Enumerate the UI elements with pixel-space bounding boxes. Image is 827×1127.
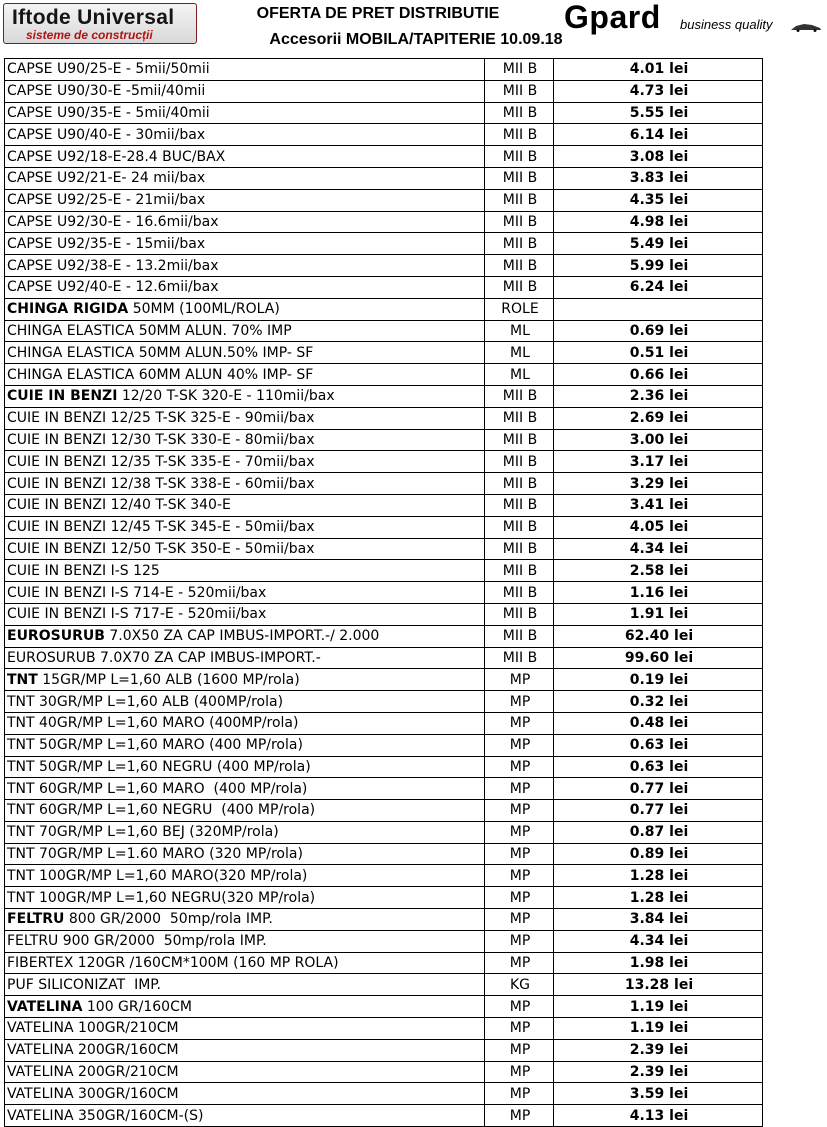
price-cell: 0.69 lei (554, 320, 763, 342)
product-name-cell (5, 582, 485, 604)
table-row (5, 930, 763, 952)
price-cell: 1.19 lei (554, 996, 763, 1018)
product-name: 15GR/MP L=1,60 ALB (1600 MP/rola) (37, 671, 300, 688)
price-cell: 13.28 lei (554, 974, 763, 996)
table-row (5, 778, 763, 800)
unit-cell: MII B (485, 211, 554, 233)
table-row (5, 887, 763, 909)
table-row (5, 385, 763, 407)
table-row (5, 342, 763, 364)
product-name: CAPSE U92/35-E - 15mii/bax (7, 235, 206, 252)
price-cell: 62.40 lei (554, 625, 763, 647)
table-row (5, 80, 763, 102)
unit-cell: MII B (485, 603, 554, 625)
product-name-cell (5, 102, 485, 124)
price-cell: 0.51 lei (554, 342, 763, 364)
product-name: CAPSE U90/30-E -5mii/40mii (7, 83, 206, 100)
unit-cell: MP (485, 800, 554, 822)
price-cell: 0.32 lei (554, 691, 763, 713)
price-cell: 99.60 lei (554, 647, 763, 669)
table-row (5, 1083, 763, 1105)
unit-cell: MP (485, 669, 554, 691)
table-row (5, 59, 763, 81)
unit-cell: MP (485, 996, 554, 1018)
product-name-cell (5, 821, 485, 843)
product-name: VATELINA 300GR/160CM (7, 1085, 179, 1102)
price-cell: 2.39 lei (554, 1061, 763, 1083)
product-name: CAPSE U90/35-E - 5mii/40mii (7, 104, 210, 121)
unit-cell: MP (485, 1105, 554, 1127)
product-name-cell (5, 734, 485, 756)
product-name: CAPSE U92/30-E - 16.6mii/bax (7, 213, 219, 230)
table-row (5, 146, 763, 168)
unit-cell: MP (485, 821, 554, 843)
unit-cell: MII B (485, 494, 554, 516)
table-row (5, 429, 763, 451)
product-name-cell (5, 494, 485, 516)
table-row (5, 233, 763, 255)
product-name: TNT 50GR/MP L=1,60 MARO (400 MP/rola) (7, 737, 303, 754)
product-category-bold: FELTRU (7, 911, 65, 928)
unit-cell: MII B (485, 538, 554, 560)
product-name: CUIE IN BENZI I-S 125 (7, 562, 160, 579)
table-row (5, 843, 763, 865)
unit-cell: MP (485, 952, 554, 974)
table-row (5, 1105, 763, 1127)
product-name: PUF SILICONIZAT IMP. (7, 976, 161, 993)
table-row (5, 734, 763, 756)
product-name-cell (5, 712, 485, 734)
unit-cell: MII B (485, 146, 554, 168)
price-cell: 1.16 lei (554, 582, 763, 604)
product-name: VATELINA 100GR/210CM (7, 1020, 179, 1037)
price-cell: 1.19 lei (554, 1018, 763, 1040)
table-row (5, 952, 763, 974)
unit-cell: ROLE (485, 298, 554, 320)
table-row (5, 756, 763, 778)
product-name-cell (5, 974, 485, 996)
unit-cell: MII B (485, 647, 554, 669)
unit-cell: MII B (485, 80, 554, 102)
product-name-cell (5, 691, 485, 713)
price-cell: 4.98 lei (554, 211, 763, 233)
unit-cell: MII B (485, 473, 554, 495)
unit-cell: ML (485, 342, 554, 364)
product-name: CUIE IN BENZI 12/38 T-SK 338-E - 60mii/bax (7, 475, 315, 492)
price-cell: 6.24 lei (554, 276, 763, 298)
gpard-logo-brand: Gpard (564, 0, 661, 35)
table-row (5, 494, 763, 516)
price-cell: 0.63 lei (554, 734, 763, 756)
unit-cell: MII B (485, 167, 554, 189)
unit-cell: ML (485, 320, 554, 342)
unit-cell: MP (485, 734, 554, 756)
unit-cell: MP (485, 865, 554, 887)
product-name: TNT 40GR/MP L=1,60 MARO (400MP/rola) (7, 715, 299, 732)
product-name: VATELINA 350GR/160CM-(S) (7, 1107, 204, 1124)
table-row (5, 560, 763, 582)
product-name-cell (5, 887, 485, 909)
price-cell (554, 298, 763, 320)
product-category-bold: TNT (7, 671, 38, 688)
table-row (5, 625, 763, 647)
product-name-cell (5, 996, 485, 1018)
product-name-cell (5, 756, 485, 778)
table-row (5, 211, 763, 233)
product-name-cell (5, 146, 485, 168)
unit-cell: MP (485, 843, 554, 865)
unit-cell: MII B (485, 102, 554, 124)
product-name: EUROSURUB 7.0X70 ZA CAP IMBUS-IMPORT.- (7, 649, 321, 666)
unit-cell: MP (485, 1018, 554, 1040)
unit-cell: MP (485, 778, 554, 800)
price-cell: 4.34 lei (554, 930, 763, 952)
product-name: FIBERTEX 120GR /160CM*100M (160 MP ROLA) (7, 955, 339, 972)
product-name-cell (5, 298, 485, 320)
price-cell: 3.59 lei (554, 1083, 763, 1105)
product-category-bold: CHINGA RIGIDA (7, 301, 129, 318)
product-name: CUIE IN BENZI 12/40 T-SK 340-E (7, 497, 231, 514)
price-cell: 1.28 lei (554, 865, 763, 887)
table-row (5, 1018, 763, 1040)
price-cell: 5.55 lei (554, 102, 763, 124)
unit-cell: MII B (485, 625, 554, 647)
unit-cell: MII B (485, 233, 554, 255)
unit-cell: MP (485, 1083, 554, 1105)
unit-cell: MP (485, 756, 554, 778)
product-name: 50MM (100ML/ROLA) (128, 301, 280, 318)
product-name-cell (5, 429, 485, 451)
table-row (5, 407, 763, 429)
product-name-cell (5, 930, 485, 952)
table-row (5, 320, 763, 342)
table-row (5, 909, 763, 931)
product-name-cell (5, 473, 485, 495)
product-name-cell (5, 625, 485, 647)
product-name-cell (5, 407, 485, 429)
table-row (5, 582, 763, 604)
price-table (4, 58, 763, 1127)
unit-cell: MP (485, 909, 554, 931)
unit-cell: MII B (485, 59, 554, 81)
price-cell: 4.01 lei (554, 59, 763, 81)
price-cell: 5.49 lei (554, 233, 763, 255)
price-cell: 1.91 lei (554, 603, 763, 625)
product-name: CHINGA ELASTICA 50MM ALUN.50% IMP- SF (7, 344, 314, 361)
unit-cell: MP (485, 1039, 554, 1061)
unit-cell: MII B (485, 429, 554, 451)
table-row (5, 974, 763, 996)
product-name: CUIE IN BENZI 12/35 T-SK 335-E - 70mii/bax (7, 453, 315, 470)
product-name: VATELINA 200GR/210CM (7, 1064, 179, 1081)
product-name: 7.0X50 ZA CAP IMBUS-IMPORT.-/ 2.000 (104, 628, 380, 645)
product-name: CUIE IN BENZI 12/50 T-SK 350-E - 50mii/bax (7, 540, 315, 557)
price-cell: 4.05 lei (554, 516, 763, 538)
price-cell: 3.08 lei (554, 146, 763, 168)
table-row (5, 124, 763, 146)
product-name-cell (5, 909, 485, 931)
product-name-cell (5, 669, 485, 691)
product-name: TNT 60GR/MP L=1,60 MARO (400 MP/rola) (7, 780, 308, 797)
product-name-cell (5, 451, 485, 473)
unit-cell: MP (485, 712, 554, 734)
unit-cell: MII B (485, 189, 554, 211)
iftode-logo-tagline: sisteme de construcții (26, 28, 153, 42)
table-row (5, 538, 763, 560)
price-cell: 0.77 lei (554, 778, 763, 800)
product-name: 12/20 T-SK 320-E - 110mii/bax (117, 388, 335, 405)
product-name-cell (5, 538, 485, 560)
price-cell: 2.39 lei (554, 1039, 763, 1061)
product-category-bold: VATELINA (7, 998, 83, 1015)
table-row (5, 102, 763, 124)
unit-cell: MP (485, 691, 554, 713)
product-name: CAPSE U90/25-E - 5mii/50mii (7, 61, 210, 78)
price-cell: 1.28 lei (554, 887, 763, 909)
product-name-cell (5, 800, 485, 822)
product-name-cell (5, 1039, 485, 1061)
unit-cell: ML (485, 364, 554, 386)
product-name-cell (5, 1061, 485, 1083)
table-row (5, 691, 763, 713)
product-name-cell (5, 320, 485, 342)
product-name: TNT 70GR/MP L=1.60 MARO (320 MP/rola) (7, 846, 303, 863)
product-name-cell (5, 255, 485, 277)
product-name-cell (5, 80, 485, 102)
unit-cell: MII B (485, 582, 554, 604)
price-cell: 3.29 lei (554, 473, 763, 495)
unit-cell: MP (485, 887, 554, 909)
product-name-cell (5, 189, 485, 211)
table-row (5, 712, 763, 734)
price-cell: 0.89 lei (554, 843, 763, 865)
iftode-universal-logo (3, 3, 197, 44)
product-name: CAPSE U92/40-E - 12.6mii/bax (7, 279, 219, 296)
unit-cell: KG (485, 974, 554, 996)
product-name: CUIE IN BENZI 12/25 T-SK 325-E - 90mii/bax (7, 410, 315, 427)
product-name: CUIE IN BENZI 12/30 T-SK 330-E - 80mii/bax (7, 431, 315, 448)
product-name-cell (5, 233, 485, 255)
unit-cell: MII B (485, 560, 554, 582)
table-row (5, 298, 763, 320)
product-name: CUIE IN BENZI I-S 714-E - 520mii/bax (7, 584, 267, 601)
product-name: TNT 100GR/MP L=1,60 NEGRU(320 MP/rola) (7, 889, 316, 906)
table-row (5, 603, 763, 625)
page-header (0, 0, 827, 58)
product-name: TNT 60GR/MP L=1,60 NEGRU (400 MP/rola) (7, 802, 316, 819)
product-name-cell (5, 516, 485, 538)
price-cell: 0.77 lei (554, 800, 763, 822)
product-name-cell (5, 1105, 485, 1127)
product-name-cell (5, 124, 485, 146)
price-cell: 0.87 lei (554, 821, 763, 843)
offer-subtitle: Accesorii MOBILA/TAPITERIE 10.09.18 (269, 31, 563, 48)
product-category-bold: CUIE IN BENZI (7, 388, 118, 405)
table-row (5, 451, 763, 473)
unit-cell: MII B (485, 516, 554, 538)
price-cell: 0.48 lei (554, 712, 763, 734)
price-cell: 0.66 lei (554, 364, 763, 386)
price-cell: 2.36 lei (554, 385, 763, 407)
price-cell: 0.19 lei (554, 669, 763, 691)
product-name: VATELINA 200GR/160CM (7, 1042, 179, 1059)
table-row (5, 1061, 763, 1083)
unit-cell: MP (485, 1061, 554, 1083)
table-row (5, 364, 763, 386)
table-row (5, 189, 763, 211)
product-name: CAPSE U92/21-E- 24 mii/bax (7, 170, 206, 187)
unit-cell: MII B (485, 124, 554, 146)
iftode-logo-brand: Iftode Universal (12, 6, 175, 29)
product-name: CHINGA ELASTICA 50MM ALUN. 70% IMP (7, 322, 292, 339)
product-name: FELTRU 900 GR/2000 50mp/rola IMP. (7, 933, 267, 950)
product-name-cell (5, 1083, 485, 1105)
price-cell: 5.99 lei (554, 255, 763, 277)
unit-cell: MII B (485, 276, 554, 298)
product-name-cell (5, 364, 485, 386)
table-row (5, 473, 763, 495)
product-name: TNT 50GR/MP L=1,60 NEGRU (400 MP/rola) (7, 758, 311, 775)
product-name-cell (5, 1018, 485, 1040)
product-name-cell (5, 778, 485, 800)
product-name: TNT 70GR/MP L=1,60 BEJ (320MP/rola) (7, 824, 279, 841)
product-name: 100 GR/160CM (82, 998, 192, 1015)
product-name: TNT 30GR/MP L=1,60 ALB (400MP/rola) (7, 693, 284, 710)
product-name-cell (5, 865, 485, 887)
table-row (5, 167, 763, 189)
table-row (5, 800, 763, 822)
price-cell: 4.73 lei (554, 80, 763, 102)
price-cell: 4.34 lei (554, 538, 763, 560)
price-cell: 1.98 lei (554, 952, 763, 974)
product-name: TNT 100GR/MP L=1,60 MARO(320 MP/rola) (7, 867, 308, 884)
price-cell: 3.83 lei (554, 167, 763, 189)
product-name-cell (5, 560, 485, 582)
table-row (5, 255, 763, 277)
product-name: CAPSE U92/38-E - 13.2mii/bax (7, 257, 219, 274)
price-cell: 3.41 lei (554, 494, 763, 516)
product-name-cell (5, 843, 485, 865)
price-cell: 3.84 lei (554, 909, 763, 931)
product-name: CAPSE U90/40-E - 30mii/bax (7, 126, 206, 143)
product-name-cell (5, 342, 485, 364)
table-row (5, 669, 763, 691)
unit-cell: MII B (485, 451, 554, 473)
unit-cell: MP (485, 930, 554, 952)
price-cell: 2.69 lei (554, 407, 763, 429)
table-row (5, 996, 763, 1018)
unit-cell: MII B (485, 385, 554, 407)
product-name: CUIE IN BENZI I-S 717-E - 520mii/bax (7, 606, 267, 623)
product-name-cell (5, 211, 485, 233)
product-name: CUIE IN BENZI 12/45 T-SK 345-E - 50mii/bax (7, 519, 315, 536)
unit-cell: MII B (485, 407, 554, 429)
product-name-cell (5, 276, 485, 298)
gpard-logo-tagline: business quality (680, 17, 773, 32)
product-name: CHINGA ELASTICA 60MM ALUN 40% IMP- SF (7, 366, 314, 383)
price-cell: 6.14 lei (554, 124, 763, 146)
price-cell: 4.35 lei (554, 189, 763, 211)
product-name-cell (5, 647, 485, 669)
product-name-cell (5, 59, 485, 81)
price-cell: 3.17 lei (554, 451, 763, 473)
product-category-bold: EUROSURUB (7, 628, 105, 645)
table-row (5, 516, 763, 538)
price-cell: 2.58 lei (554, 560, 763, 582)
table-row (5, 1039, 763, 1061)
gpard-logo (564, 0, 826, 40)
product-name-cell (5, 385, 485, 407)
table-row (5, 276, 763, 298)
product-name: CAPSE U92/18-E-28.4 BUC/BAX (7, 148, 226, 165)
table-row (5, 821, 763, 843)
price-table-body (5, 59, 763, 1127)
product-name-cell (5, 603, 485, 625)
price-cell: 3.00 lei (554, 429, 763, 451)
price-cell: 4.13 lei (554, 1105, 763, 1127)
price-cell: 0.63 lei (554, 756, 763, 778)
unit-cell: MII B (485, 255, 554, 277)
product-name: CAPSE U92/25-E - 21mii/bax (7, 192, 206, 209)
product-name-cell (5, 167, 485, 189)
table-row (5, 865, 763, 887)
car-icon (790, 22, 822, 32)
offer-title: OFERTA DE PRET DISTRIBUTIE (256, 5, 500, 22)
product-name: 800 GR/2000 50mp/rola IMP. (64, 911, 273, 928)
product-name-cell (5, 952, 485, 974)
table-row (5, 647, 763, 669)
